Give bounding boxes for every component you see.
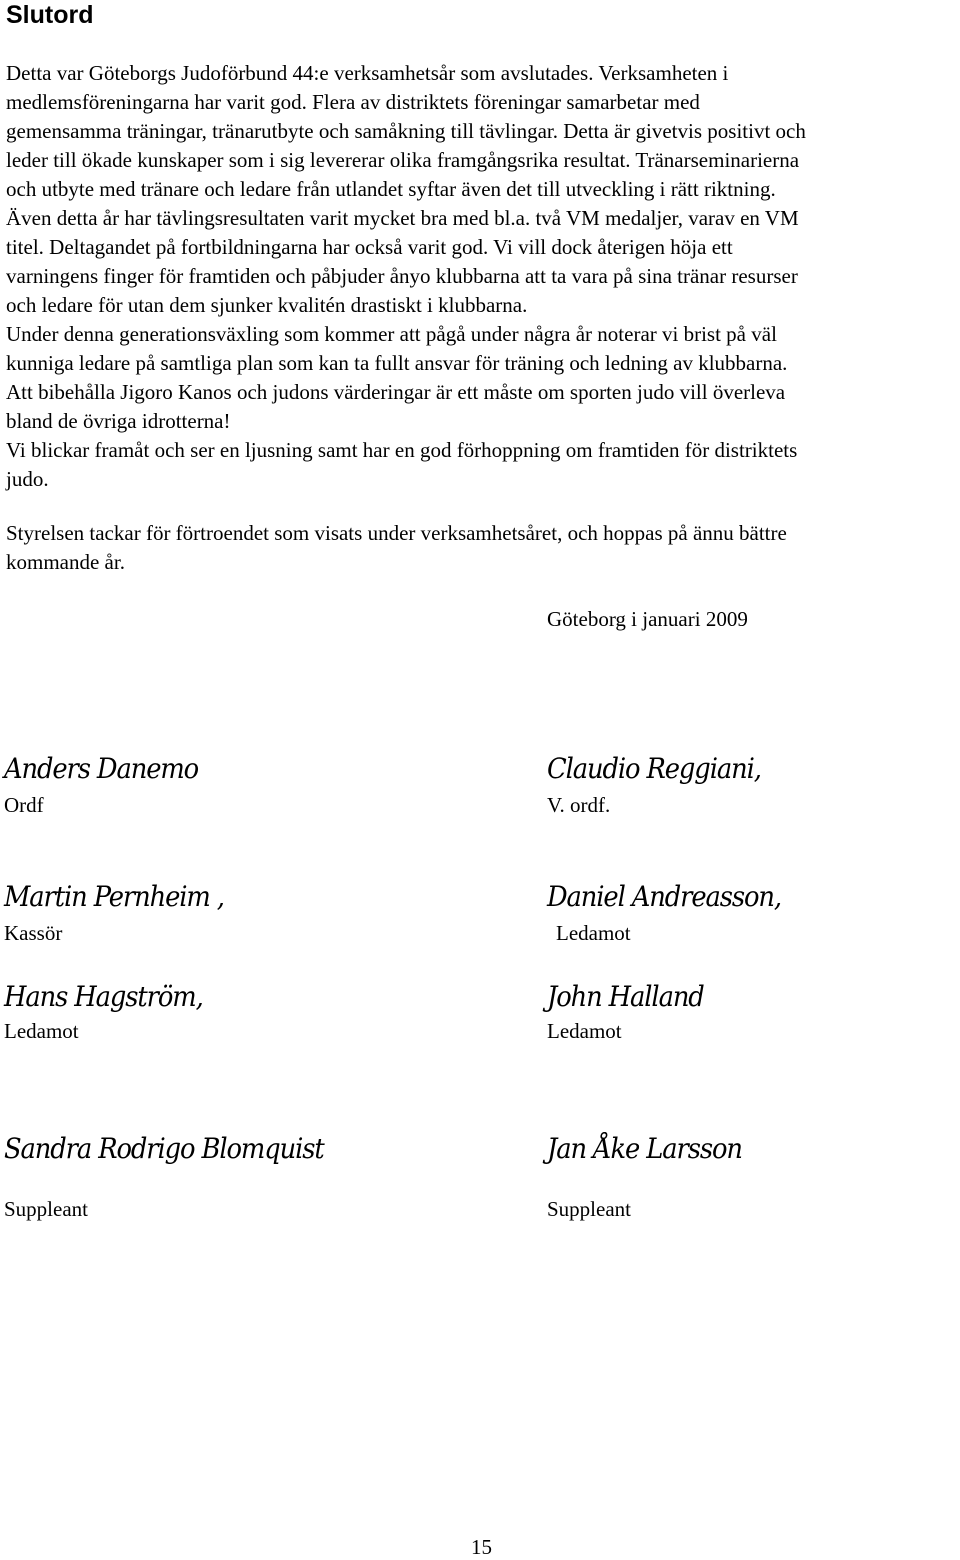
body-line: Detta var Göteborgs Judoförbund 44:e verksamhetsår som avslutades. Verksamheten i: [6, 61, 729, 85]
body-line: Även detta år har tävlingsresultaten varit mycket bra med bl.a. två VM medaljer, varav en VM: [6, 206, 799, 230]
section-heading: Slutord: [6, 1, 94, 29]
signature-name: John Halland: [547, 980, 704, 1013]
closing-remarks-body: [6, 59, 958, 494]
signature-name: Sandra Rodrigo Blomquist: [4, 1132, 324, 1165]
signature-name: Anders Danemo: [4, 752, 199, 785]
closing-thanks: [6, 519, 787, 577]
signature-name: Hans Hagström,: [4, 980, 203, 1013]
signature-role: Ledamot: [556, 921, 631, 945]
signature-name: Martin Pernheim ,: [4, 880, 224, 913]
body-line: och ledare för utan dem sjunker kvalitén drastiskt i klubbarna.: [6, 293, 528, 317]
signature-role: Ledamot: [547, 1019, 622, 1043]
signature-role: Kassör: [4, 921, 63, 945]
signature-role: Ledamot: [4, 1019, 79, 1043]
signature-role: Suppleant: [547, 1197, 631, 1221]
signature-role: Suppleant: [4, 1197, 88, 1221]
body-line: medlemsföreningarna har varit god. Flera av distriktets föreningar samarbetar med: [6, 90, 700, 114]
body-line: Vi blickar framåt och ser en ljusning samt har en god förhoppning om framtiden för distriktets: [6, 438, 798, 462]
body-line: leder till ökade kunskaper som i sig levererar olika framgångsrika resultat. Tränarseminarierna: [6, 148, 800, 172]
body-line: kunniga ledare på samtliga plan som kan ta fullt ansvar för träning och ledning av klubbarna.: [6, 351, 788, 375]
body-line: bland de övriga idrotterna!: [6, 409, 231, 433]
body-line: gemensamma träningar, tränarutbyte och samåkning till tävlingar. Detta är givetvis positivt och: [6, 119, 806, 143]
signature-name: Jan Åke Larsson: [547, 1132, 742, 1165]
signature-name: Daniel Andreasson,: [547, 880, 781, 913]
place-and-date: Göteborg i januari 2009: [547, 607, 748, 631]
signature-role: V. ordf.: [547, 793, 611, 817]
body-line: Under denna generationsväxling som kommer att pågå under några år noterar vi brist på väl: [6, 322, 777, 346]
signature-name: Claudio Reggiani,: [547, 752, 761, 785]
signature-role: Ordf: [4, 793, 44, 817]
body-line: judo.: [6, 467, 49, 491]
closing-line: Styrelsen tackar för förtroendet som visats under verksamhetsåret, och hoppas på ännu bättre: [6, 521, 787, 545]
page-number: 15: [471, 1535, 492, 1559]
body-line: och utbyte med tränare och ledare från utlandet syftar även det till utveckling i rätt riktning.: [6, 177, 776, 201]
closing-line: kommande år.: [6, 550, 125, 574]
body-line: titel. Deltagandet på fortbildningarna har också varit god. Vi vill dock återigen höja ett: [6, 235, 733, 259]
body-line: varningens finger för framtiden och påbjuder ånyo klubbarna att ta vara på sina tränar resurser: [6, 264, 798, 288]
body-line: Att bibehålla Jigoro Kanos och judons värderingar är ett måste om sporten judo vill överleva: [6, 380, 786, 404]
